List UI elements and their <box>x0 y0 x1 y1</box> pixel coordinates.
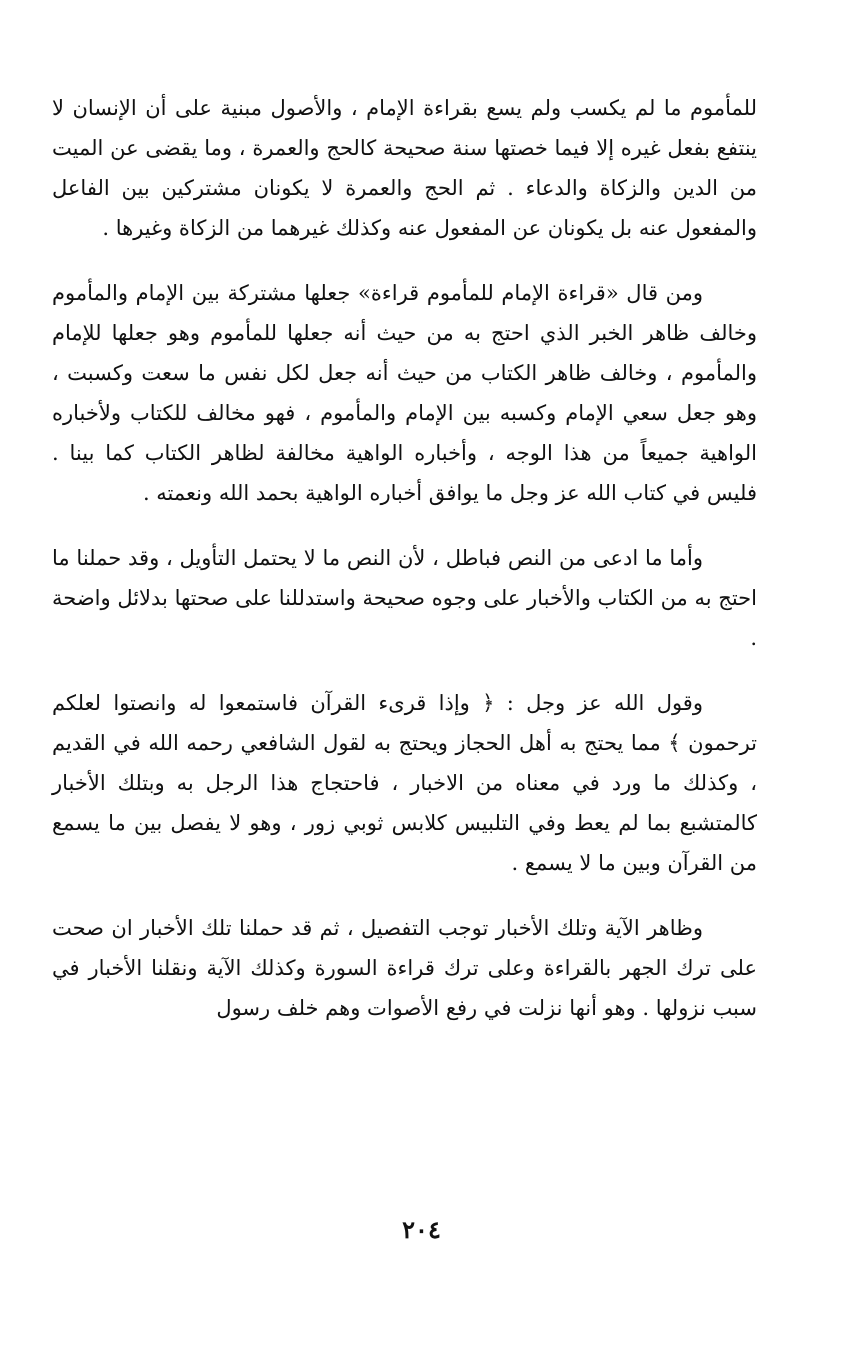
body-text <box>52 88 757 1028</box>
paragraph-1: للمأموم ما لم يكسب ولم يسع بقراءة الإمام ، والأصول مبنية على أن الإنسان لا ينتفع بفعل غيره إلا فيما خصتها سنة صحيحة كالحج والعمرة ، وما يقضى عن الميت من الدين والزكاة والدعاء . ثم الحج والعمرة لا يكونان مشتركين بين الفاعل والمفعول عنه بل يكونان عن المفعول عنه وكذلك غيرهما من الزكاة وغيرها . <box>52 96 757 240</box>
paragraph-4: وقول الله عز وجل : ﴿ وإذا قرىء القرآن فاستمعوا له وانصتوا لعلكم ترحمون ﴾ مما يحتج به أهل الحجاز ويحتج به لقول الشافعي رحمه الله في القديم ، وكذلك ما ورد في معناه من الاخبار ، فاحتجاج هذا الرجل به وبتلك الأخبار كالمتشبع بما لم يعط وفي التلبيس كلابس ثوبي زور ، وهو لا يفصل بين ما يسمع من القرآن وبين ما لا يسمع . <box>52 691 757 875</box>
paragraph-2: ومن قال «قراءة الإمام للمأموم قراءة» جعلها مشتركة بين الإمام والمأموم وخالف ظاهر الخبر الذي احتج به من حيث أنه جعلها للمأموم وهو جعلها للإمام والمأموم ، وخالف ظاهر الكتاب من حيث أنه جعل لكل نفس ما سعت وكسبت ، وهو جعل سعي الإمام وكسبه بين الإمام والمأموم ، فهو مخالف للكتاب ولأخباره الواهية جميعاً من هذا الوجه ، وأخباره الواهية مخالفة لظاهر الكتاب كما بينا . فليس في كتاب الله عز وجل ما يوافق أخباره الواهية بحمد الله ونعمته . <box>52 281 757 505</box>
paragraph-5: وظاهر الآية وتلك الأخبار توجب التفصيل ، ثم قد حملنا تلك الأخبار ان صحت على ترك الجهر بالقراءة وعلى ترك قراءة السورة وكذلك الآية ونقلنا الأخبار في سبب نزولها . وهو أنها نزلت في رفع الأصوات وهم خلف رسول <box>52 916 757 1020</box>
paragraph-3: وأما ما ادعى من النص فباطل ، لأن النص ما لا يحتمل التأويل ، وقد حملنا ما احتج به من الكتاب والأخبار على وجوه صحيحة واستدللنا على صحتها بدلائل واضحة . <box>52 546 757 650</box>
page-number: ٢٠٤ <box>402 1215 441 1244</box>
